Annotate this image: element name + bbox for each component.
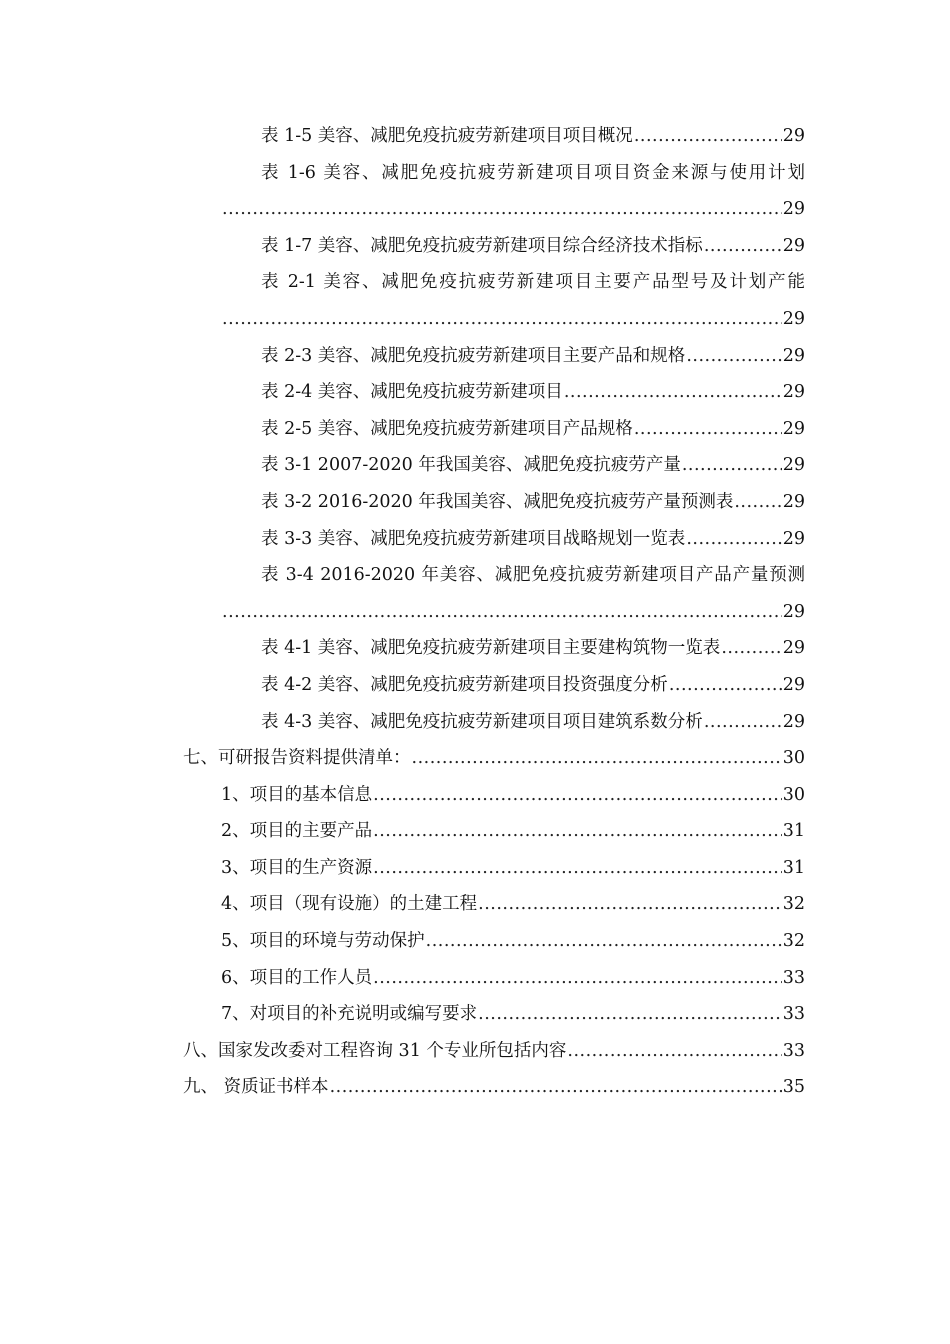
toc-entry-label: 表 1-6 美容、减肥免疫抗疲劳新建项目项目资金来源与使用计划 [261,162,805,183]
toc-section-8[interactable] [0,1033,950,1070]
toc-page-number: 33 [782,967,805,988]
toc-entry-label: 3、项目的生产资源 [221,857,373,878]
toc-entry-label: 表 3-3 美容、减肥免疫抗疲劳新建项目战略规划一览表 [261,528,686,549]
table-of-contents [0,118,950,1106]
toc-subitem-4[interactable] [0,886,950,923]
dot-leader [373,960,782,997]
dot-leader [373,850,782,887]
dot-leader [373,777,782,814]
toc-entry-table-4-2[interactable] [0,667,950,704]
toc-subitem-1[interactable] [0,777,950,814]
toc-section-9[interactable] [0,1069,950,1106]
toc-page-number: 32 [782,894,805,915]
toc-entry-table-3-3[interactable] [0,521,950,558]
dot-leader [734,484,781,521]
toc-page-number: 35 [782,1077,805,1098]
toc-entry-table-2-1[interactable] [0,264,950,337]
dot-leader [634,411,782,448]
dot-leader [567,1033,781,1070]
dot-leader [682,447,782,484]
toc-entry-label: 4、项目（现有设施）的土建工程 [221,894,478,915]
dot-leader [704,228,782,265]
toc-page-number: 29 [782,601,805,622]
dot-leader [478,886,782,923]
toc-entry-label: 表 3-2 2016-2020 年我国美容、减肥免疫抗疲劳产量预测表 [261,491,734,512]
toc-page-number: 29 [782,345,805,366]
dot-leader [704,704,782,741]
toc-entry-table-3-1[interactable] [0,447,950,484]
dot-leader [330,1069,782,1106]
toc-page-number: 33 [782,1040,805,1061]
toc-entry-label: 表 3-4 2016-2020 年美容、减肥免疫抗疲劳新建项目产品产量预测 [261,565,805,586]
toc-entry-label: 表 2-4 美容、减肥免疫抗疲劳新建项目 [261,382,563,403]
toc-page-number: 29 [782,235,805,256]
toc-entry-table-4-1[interactable] [0,630,950,667]
toc-entry-table-2-5[interactable] [0,411,950,448]
dot-leader [222,301,782,338]
toc-page-number: 31 [782,821,805,842]
toc-page-number: 33 [782,1004,805,1025]
dot-leader [222,191,782,228]
toc-page-number: 29 [782,382,805,403]
toc-page-number: 30 [782,784,805,805]
toc-entry-label: 表 2-5 美容、减肥免疫抗疲劳新建项目产品规格 [261,418,633,439]
toc-entry-label: 7、对项目的补充说明或编写要求 [221,1004,478,1025]
toc-entry-label: 九、 资质证书样本 [183,1077,329,1098]
dot-leader [686,338,781,375]
toc-page-number: 29 [782,674,805,695]
toc-entry-table-4-3[interactable] [0,704,950,741]
toc-page-number: 29 [782,638,805,659]
toc-entry-label: 七、可研报告资料提供清单： [183,748,411,769]
toc-entry-table-3-2[interactable] [0,484,950,521]
dot-leader [373,813,782,850]
dot-leader [426,923,782,960]
toc-page-number: 29 [782,491,805,512]
toc-page-number: 29 [782,199,805,220]
toc-entry-label: 5、项目的环境与劳动保护 [221,931,425,952]
dot-leader [669,667,782,704]
dot-leader [721,630,781,667]
dot-leader [412,740,782,777]
toc-entry-table-1-5[interactable] [0,118,950,155]
toc-entry-label: 表 3-1 2007-2020 年我国美容、减肥免疫抗疲劳产量 [261,455,681,476]
toc-subitem-2[interactable] [0,813,950,850]
toc-page-number: 29 [782,711,805,732]
dot-leader [222,594,782,631]
toc-subitem-6[interactable] [0,960,950,997]
toc-entry-label: 2、项目的主要产品 [221,821,373,842]
toc-entry-label: 表 4-2 美容、减肥免疫抗疲劳新建项目投资强度分析 [261,674,668,695]
dot-leader [634,118,782,155]
toc-page-number: 30 [782,748,805,769]
toc-entry-table-1-6[interactable] [0,155,950,228]
dot-leader [686,521,781,558]
toc-entry-label: 6、项目的工作人员 [221,967,373,988]
toc-entry-table-2-3[interactable] [0,338,950,375]
toc-entry-label: 八、国家发改委对工程咨询 31 个专业所包括内容 [183,1040,567,1061]
toc-entry-label: 表 4-1 美容、减肥免疫抗疲劳新建项目主要建构筑物一览表 [261,638,721,659]
toc-entry-table-2-4[interactable] [0,374,950,411]
toc-subitem-7[interactable] [0,996,950,1033]
toc-page-number: 29 [782,126,805,146]
toc-entry-label: 1、项目的基本信息 [221,784,373,805]
toc-page-number: 31 [782,857,805,878]
toc-page-number: 29 [782,418,805,439]
toc-entry-label: 表 2-3 美容、减肥免疫抗疲劳新建项目主要产品和规格 [261,345,686,366]
toc-entry-table-3-4[interactable] [0,557,950,630]
toc-entry-label: 表 1-5 美容、减肥免疫抗疲劳新建项目项目概况 [261,126,633,146]
dot-leader [564,374,782,411]
toc-entry-label: 表 4-3 美容、减肥免疫抗疲劳新建项目项目建筑系数分析 [261,711,703,732]
toc-page-number: 29 [782,308,805,329]
toc-entry-label: 表 2-1 美容、减肥免疫抗疲劳新建项目主要产品型号及计划产能 [261,272,805,293]
toc-subitem-5[interactable] [0,923,950,960]
dot-leader [478,996,782,1033]
toc-section-7[interactable] [0,740,950,777]
toc-subitem-3[interactable] [0,850,950,887]
toc-page-number: 29 [782,455,805,476]
toc-page-number: 32 [782,931,805,952]
toc-page-number: 29 [782,528,805,549]
toc-entry-label: 表 1-7 美容、减肥免疫抗疲劳新建项目综合经济技术指标 [261,235,703,256]
toc-entry-table-1-7[interactable] [0,228,950,265]
